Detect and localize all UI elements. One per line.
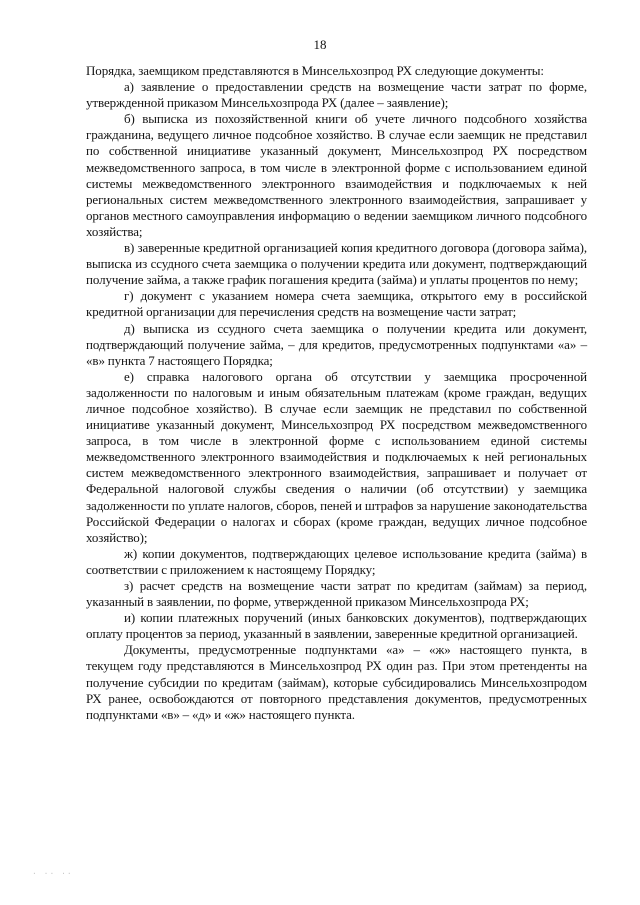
item-zh-paragraph: ж) копии документов, подтверждающих целевое использование кредита (займа) в соответствии с приложением к настоящему Порядку; xyxy=(86,545,587,577)
item-a-paragraph: а) заявление о предоставлении средств на возмещение части затрат по форме, утвержденной приказом Минсельхозпрода РХ (далее – заявление); xyxy=(86,79,587,111)
item-z-paragraph: з) расчет средств на возмещение части затрат по кредитам (займам) за период, указанный в заявлении, по форме, утвержденной приказом Минсельхозпрода РХ; xyxy=(86,578,587,610)
item-g-paragraph: г) документ с указанием номера счета заемщика, открытого ему в российской кредитной организации для перечисления средств на возмещение части затрат; xyxy=(86,288,587,320)
scan-corner-mark: · ·· ·· xyxy=(32,869,73,878)
item-e-paragraph: е) справка налогового органа об отсутствии у заемщика просроченной задолженности по налоговым и иным обязательным платежам (кроме граждан, ведущих личное подсобное хозяйство). В случае если заемщик не представил по собственной инициативе указанный документ, Минсельхозпрод РХ посредством межведомственного запроса, в том числе в электронной форме с использованием единой системы межведомственного электронного взаимодействия и подключаемых к ней региональных систем межведомственного электронного взаимодействия, запрашивает и получает от Федеральной налоговой службы сведения о наличии (об отсутствии) у заемщика задолженности по уплате налогов, сборов, пеней и штрафов за нарушение законодательства Российской Федерации о налогах и сборах (кроме граждан, ведущих личное подсобное хозяйство); xyxy=(86,368,587,545)
item-b-paragraph: б) выписка из похозяйственной книги об учете личного подсобного хозяйства гражданина, ведущего личное подсобное хозяйство. В случае если заемщик не представил по собственной инициативе указанный документ, Минсельхозпрод РХ посредством межведомственного запроса, в том числе в электронной форме с использованием единой системы межведомственного электронного взаимодействия и подключаемых к ней региональных систем межведомственного электронного взаимодействия, запрашивает у органов местного самоуправления информацию о ведении заемщиком личного подсобного хозяйства; xyxy=(86,111,587,239)
document-body xyxy=(86,63,587,723)
page-number: 18 xyxy=(313,37,327,52)
intro-paragraph: Порядка, заемщиком представляются в Минсельхозпрод РХ следующие документы: xyxy=(86,63,544,78)
item-v-paragraph: в) заверенные кредитной организацией копия кредитного договора (договора займа), выписка из ссудного счета заемщика о получении кредита или документ, подтверждающий получение займа, а также график погашения кредита (займа) и уплаты процентов по нему; xyxy=(86,240,587,288)
item-i-paragraph: и) копии платежных поручений (иных банковских документов), подтверждающих оплату процентов за период, указанный в заявлении, заверенные кредитной организацией. xyxy=(86,610,587,642)
item-d-paragraph: д) выписка из ссудного счета заемщика о получении кредита или документ, подтверждающий получение займа, – для кредитов, предусмотренных подпунктами «а» – «в» пункта 7 настоящего Порядка; xyxy=(86,320,587,368)
closing-paragraph: Документы, предусмотренные подпунктами «а» – «ж» настоящего пункта, в текущем году представляются в Минсельхозпрод РХ один раз. При этом претенденты на получение субсидии по кредитам (займам), которые субсидировались Минсельхозпродом РХ ранее, освобождаются от повторного представления документов, предусмотренных подпунктами «в» – «д» и «ж» настоящего пункта. xyxy=(86,642,587,722)
